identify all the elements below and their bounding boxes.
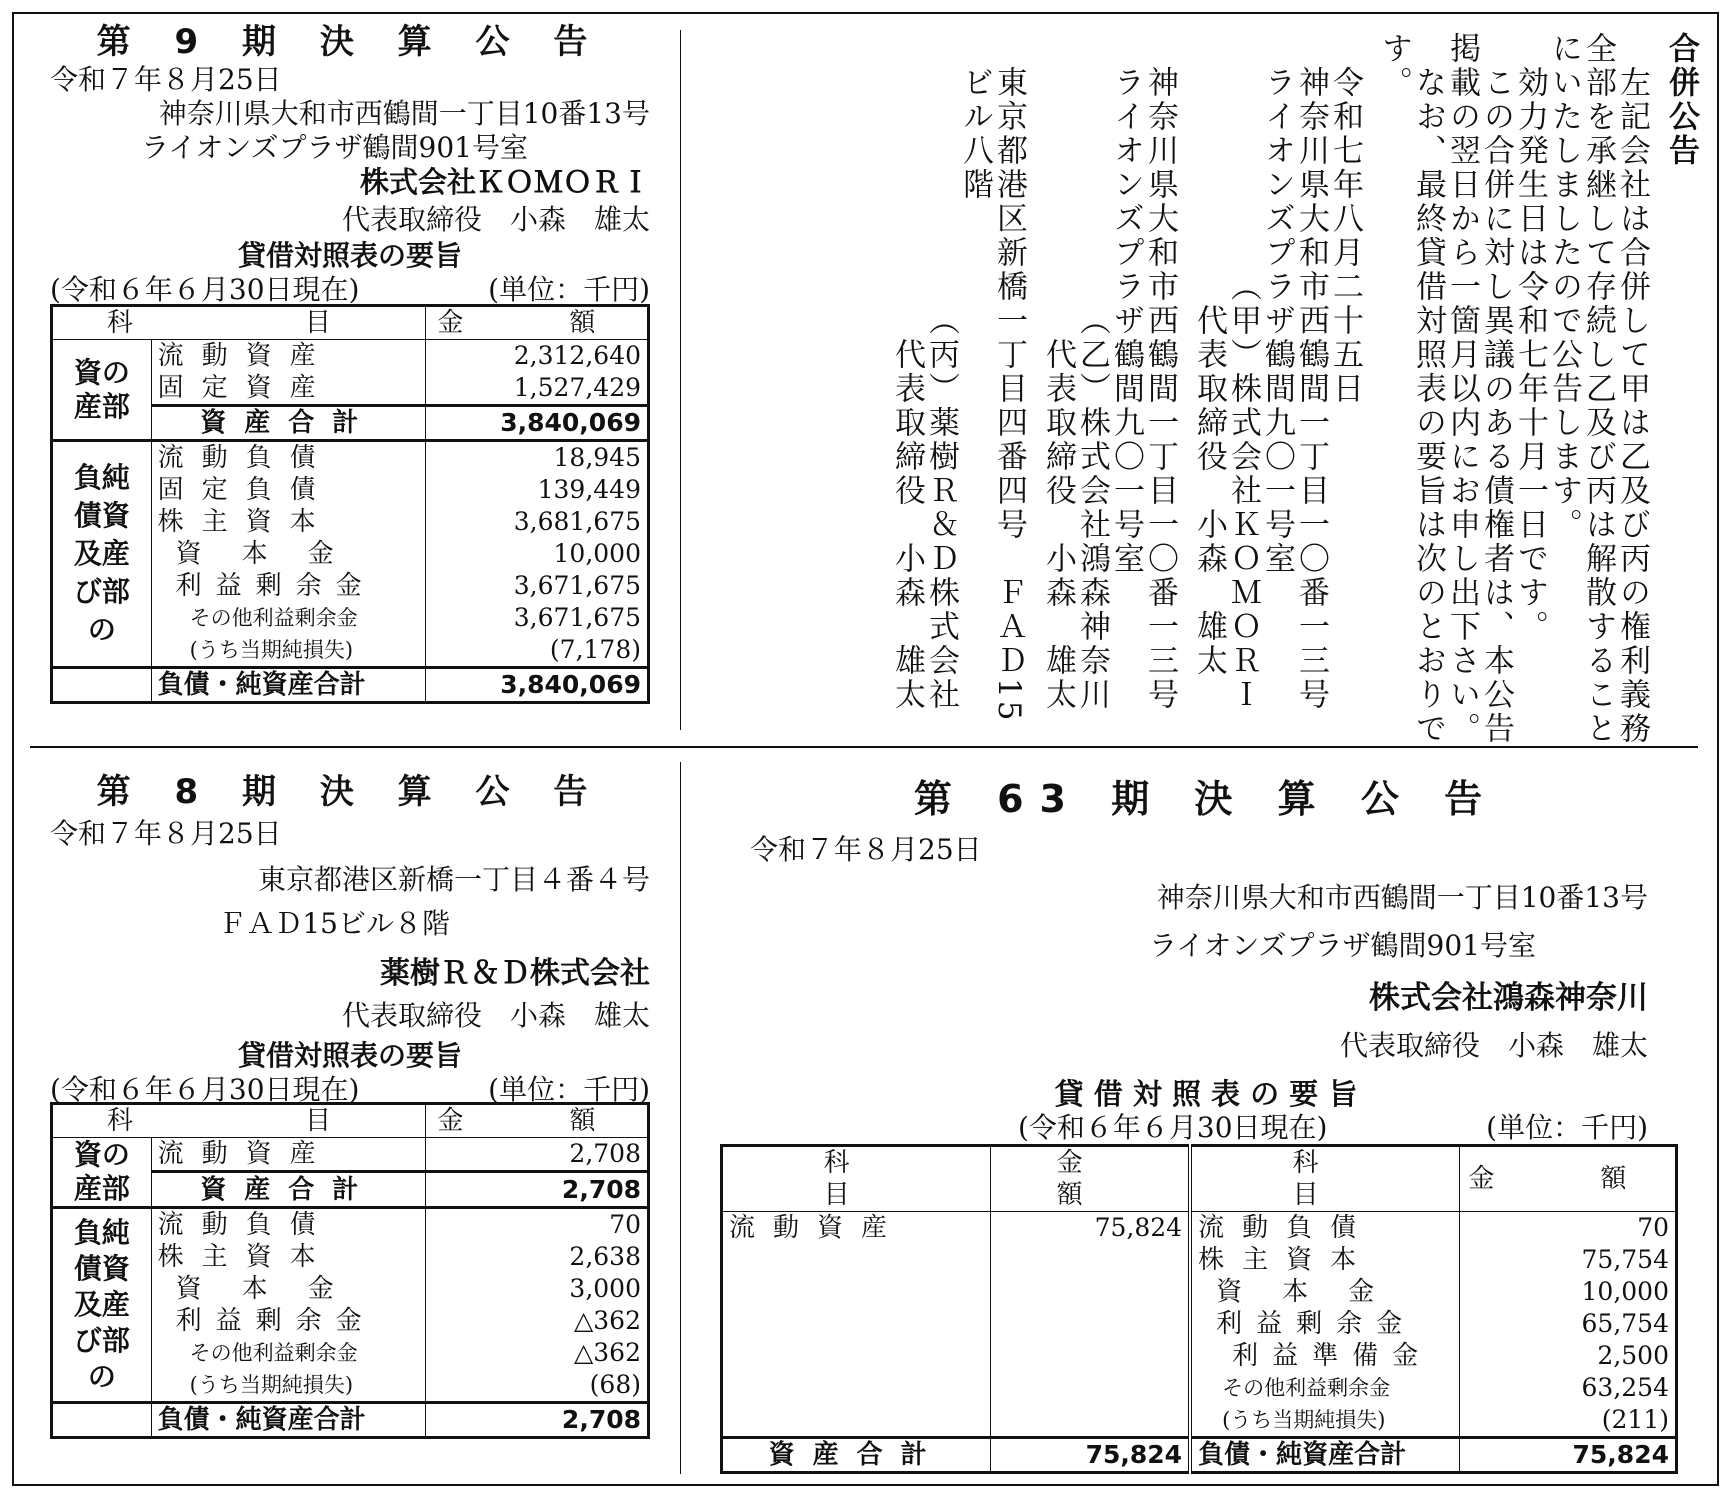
- p9-row-value: 2,312,640: [425, 340, 648, 373]
- p9-row-value: 139,449: [425, 474, 648, 506]
- p8-row-value: △362: [425, 1305, 648, 1337]
- p9-asset-section: 資の産部: [73, 355, 130, 423]
- p9-row-label: 固定資産: [157, 373, 334, 403]
- p8-date: 令和７年８月25日: [50, 817, 282, 850]
- p63-right-value: 63,254: [1459, 1372, 1676, 1404]
- p63-company: 株式会社鴻森神奈川: [1369, 980, 1648, 1016]
- p63-col-amount-right: 金 額: [1459, 1146, 1676, 1212]
- p9-row-label: 株主資本: [157, 507, 334, 537]
- p63-right-label: 流動負債: [1190, 1212, 1459, 1245]
- p63-right-label: 利益剰余金: [1190, 1308, 1459, 1340]
- p63-balance-sheet: [720, 1144, 1678, 1474]
- vertical-divider-bottom: [680, 762, 681, 1474]
- p9-address1: 神奈川県大和市西鶴間一丁目10番13号: [158, 97, 650, 130]
- p9-col-item: 科 目: [52, 306, 426, 340]
- p63-right-label: 利益準備金: [1190, 1340, 1459, 1372]
- p63-right-label: 株主資本: [1190, 1244, 1459, 1276]
- p63-address2: ライオンズプラザ鶴間901号室: [1149, 929, 1536, 962]
- merger-line: 代表取締役 小森 雄太: [1191, 304, 1227, 678]
- p8-bs-title: 貸借対照表の要旨: [237, 1039, 462, 1072]
- merger-line: ライオンズプラザ鶴間九〇一号室: [1259, 66, 1295, 576]
- p9-row-value: (7,178): [425, 634, 648, 668]
- merger-line: 効力発生日は令和七年十月一日です。: [1512, 66, 1548, 644]
- p63-left-total-label: 資産合計: [722, 1438, 991, 1473]
- p8-col-item: 科 目: [52, 1104, 426, 1138]
- p8-row-value: (68): [425, 1369, 648, 1403]
- p9-total-value: 3,840,069: [425, 668, 648, 703]
- p8-row-label: 流動負債: [157, 1210, 334, 1240]
- p8-row-label: 株主資本: [157, 1242, 334, 1272]
- merger-line: す。: [1376, 32, 1412, 100]
- merger-line: ビル八階: [957, 66, 993, 202]
- p9-representative: 代表取締役 小森 雄太: [341, 203, 650, 236]
- p9-row-label: 固定負債: [157, 475, 334, 505]
- p8-row-value: △362: [425, 1337, 648, 1369]
- p63-col-item-right: 科 目: [1190, 1146, 1459, 1212]
- p63-right-value: 2,500: [1459, 1340, 1676, 1372]
- p8-row-value: 70: [425, 1208, 648, 1242]
- p63-col-amount-left: 金 額: [991, 1146, 1190, 1212]
- p9-bs-title: 貸借対照表の要旨: [237, 239, 462, 272]
- p9-row-value: 1,527,429: [425, 372, 648, 406]
- horizontal-divider: [30, 746, 1698, 748]
- p8-row-label: (うち当期純損失): [189, 1373, 354, 1397]
- p9-row-label: 利益剰余金: [175, 571, 376, 601]
- p8-company: 薬樹Ｒ＆Ｄ株式会社: [380, 956, 650, 991]
- p9-row-value: 3,681,675: [425, 506, 648, 538]
- merger-line: 神奈川県大和市西鶴間一丁目一〇番一三号: [1142, 66, 1178, 712]
- p9-liability-section: 負純債資及産び部の: [73, 461, 130, 646]
- p9-bs-unit: (単位：千円): [488, 273, 650, 306]
- merger-line: ライオンズプラザ鶴間九〇一号室: [1108, 66, 1144, 576]
- p8-col-amount: 金 額: [425, 1104, 648, 1138]
- p63-right-value: 75,754: [1459, 1244, 1676, 1276]
- merger-line: （丙）薬樹Ｒ＆Ｄ株式会社: [923, 304, 959, 712]
- p63-bs-title: 貸 借 対 照 表 の 要 旨: [1054, 1077, 1358, 1111]
- p8-row-label: 流動資産: [157, 1139, 334, 1170]
- p9-row-value: 10,000: [425, 538, 648, 570]
- p8-row-label: 資本金: [175, 1274, 374, 1304]
- p63-right-label: 資本金: [1190, 1276, 1459, 1308]
- p63-left-total-value: 75,824: [991, 1438, 1190, 1473]
- p9-title: 第 9 期 決 算 公 告: [96, 22, 604, 62]
- merger-line: 東京都港区新橋一丁目四番四号 ＦＡＤ15: [991, 66, 1027, 724]
- p9-row-value: 3,671,675: [425, 602, 648, 634]
- p8-asset-total-label: 資産合計: [151, 1172, 425, 1208]
- p8-asset-total-value: 2,708: [425, 1172, 648, 1208]
- p8-liability-section: 負純債資及産び部の: [73, 1216, 130, 1393]
- merger-line: にいたしましたので公告します。: [1546, 32, 1582, 542]
- p9-total-label: 負債・純資産合計: [151, 668, 425, 703]
- p63-title: 第 63 期 決 算 公 告: [913, 777, 1499, 821]
- p9-asset-total-value: 3,840,069: [425, 406, 648, 441]
- merger-line: 全部を承継して存続し乙及び丙は解散すること: [1580, 32, 1616, 746]
- p8-total-label: 負債・純資産合計: [151, 1403, 425, 1438]
- p63-right-total-label: 負債・純資産合計: [1190, 1438, 1459, 1473]
- p9-row-label: (うち当期純損失): [189, 638, 354, 662]
- vertical-divider-top: [680, 30, 681, 730]
- p63-right-value: 70: [1459, 1212, 1676, 1245]
- p8-address2: ＦＡＤ15ビル８階: [218, 907, 450, 940]
- p8-bs-unit: (単位：千円): [488, 1073, 650, 1106]
- p63-right-total-value: 75,824: [1459, 1438, 1676, 1473]
- p8-representative: 代表取締役 小森 雄太: [341, 999, 650, 1032]
- p8-row-label: その他利益剰余金: [189, 1341, 358, 1365]
- p63-right-value: 10,000: [1459, 1276, 1676, 1308]
- p9-company: 株式会社ＫＯＭＯＲＩ: [359, 165, 650, 199]
- p8-row-value: 2,638: [425, 1241, 648, 1273]
- p63-right-value: (211): [1459, 1404, 1676, 1438]
- p9-bs-date: (令和６年６月30日現在): [50, 273, 360, 306]
- p63-bs-date: (令和６年６月30日現在): [1018, 1111, 1328, 1144]
- p63-address1: 神奈川県大和市西鶴間一丁目10番13号: [1156, 881, 1648, 914]
- p9-balance-sheet: [50, 304, 650, 704]
- p8-asset-section: 資の産部: [73, 1138, 130, 1205]
- p8-row-label: 利益剰余金: [175, 1306, 376, 1336]
- p9-row-label: 流動資産: [157, 341, 334, 371]
- p9-row-value: 3,671,675: [425, 570, 648, 602]
- merger-line: 神奈川県大和市西鶴間一丁目一〇番一三号: [1293, 66, 1329, 712]
- p9-date: 令和７年８月25日: [50, 63, 282, 96]
- p9-row-label: 資本金: [175, 539, 374, 569]
- p8-title: 第 8 期 決 算 公 告: [96, 772, 604, 812]
- p8-row-value: 3,000: [425, 1273, 648, 1305]
- p63-left-value: 75,824: [991, 1212, 1190, 1245]
- p63-representative: 代表取締役 小森 雄太: [1339, 1029, 1648, 1062]
- p63-left-label: 流動資産: [729, 1213, 906, 1243]
- merger-line: なお、最終貸借対照表の要旨は次のとおりで: [1410, 66, 1446, 746]
- merger-line: 代表取締役 小森 雄太: [1040, 338, 1076, 712]
- merger-line: 左記会社は合併して甲は乙及び丙の権利義務: [1614, 66, 1650, 746]
- merger-date: 令和七年八月二十五日: [1327, 66, 1363, 406]
- p63-right-label: (うち当期純損失): [1190, 1404, 1459, 1438]
- p63-date: 令和７年８月25日: [750, 833, 982, 866]
- p9-address2: ライオンズプラザ鶴間901号室: [141, 131, 528, 164]
- p8-bs-date: (令和６年６月30日現在): [50, 1073, 360, 1106]
- p9-col-amount: 金 額: [425, 306, 648, 340]
- p8-row-value: 2,708: [425, 1138, 648, 1172]
- p8-total-value: 2,708: [425, 1403, 648, 1438]
- p63-bs-unit: (単位：千円): [1486, 1111, 1648, 1144]
- p63-right-value: 65,754: [1459, 1308, 1676, 1340]
- p63-right-label: その他利益剰余金: [1190, 1372, 1459, 1404]
- merger-line: この合併に対し異議のある債権者は、本公告: [1478, 66, 1514, 746]
- p63-col-item-left: 科 目: [722, 1146, 991, 1212]
- p8-address1: 東京都港区新橋一丁目４番４号: [257, 863, 650, 896]
- p9-asset-total-label: 資産合計: [151, 406, 425, 441]
- merger-line: 掲載の翌日から一箇月以内にお申し出下さい。: [1444, 32, 1480, 746]
- merger-line: （甲）株式会社ＫＯＭＯＲＩ: [1225, 270, 1261, 712]
- merger-title: 合併公告: [1663, 32, 1699, 168]
- p9-row-label: 流動負債: [157, 443, 334, 473]
- p9-row-label: その他利益剰余金: [189, 606, 358, 630]
- p8-balance-sheet: [50, 1102, 650, 1439]
- p9-row-value: 18,945: [425, 441, 648, 475]
- merger-line: （乙）株式会社鴻森神奈川: [1074, 304, 1110, 712]
- merger-line: 代表取締役 小森 雄太: [889, 338, 925, 712]
